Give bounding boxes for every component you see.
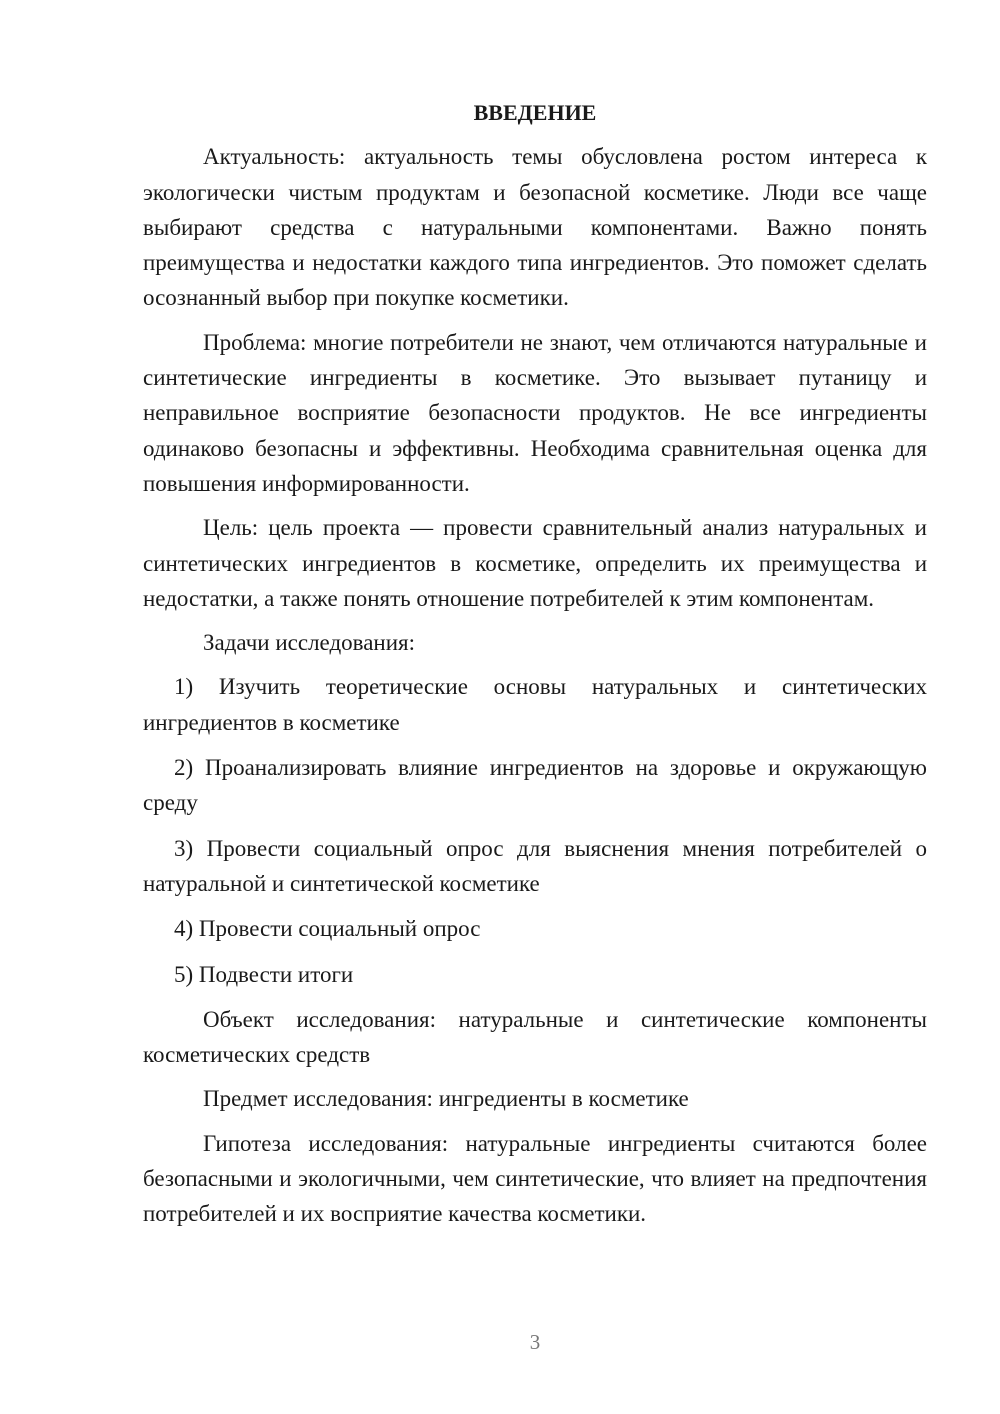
paragraph-problem: Проблема: многие потребители не знают, чем отличаются натуральные и синтетические ингредиенты в косметике. Это вызывает путаницу и неправильное восприятие безопасности продуктов. Не все ингредиенты одинаково безопасны и эффективны. Необходима сравнительная оценка для повышения информированности.: [143, 329, 927, 496]
section-title: ВВЕДЕНИЕ: [473, 100, 597, 125]
task-item-3: 3) Провести социальный опрос для выяснения мнения потребителей о натуральной и синтетической косметике: [143, 835, 927, 896]
paragraph-relevance: Актуальность: актуальность темы обусловлена ростом интереса к экологически чистым продуктам и безопасной косметике. Люди все чаще выбирают средства с натуральными компонентами. Важно понять преимущества и недостатки каждого типа ингредиентов. Это поможет сделать осознанный выбор при покупке косметики.: [143, 144, 927, 311]
page-body: [143, 95, 927, 1241]
paragraph-goal: Цель: цель проекта — провести сравнительный анализ натуральных и синтетических ингредиентов в косметике, определить их преимущества и недостатки, а также понять отношение потребителей к этим компонентам.: [143, 515, 927, 611]
task-item-1: 1) Изучить теоретические основы натуральных и синтетических ингредиентов в косметике: [143, 674, 927, 735]
paragraph-hypothesis: Гипотеза исследования: натуральные ингредиенты считаются более безопасными и экологичными, чем синтетические, что влияет на предпочтения потребителей и их восприятие качества косметики.: [143, 1130, 927, 1227]
task-item-2: 2) Проанализировать влияние ингредиентов на здоровье и окружающую среду: [143, 755, 927, 816]
page-number: 3: [529, 1330, 541, 1354]
task-item-5: 5) Подвести итоги: [174, 961, 354, 987]
paragraph-object: Объект исследования: натуральные и синтетические компоненты косметических средств: [143, 1006, 927, 1068]
task-item-4: 4) Провести социальный опрос: [174, 916, 481, 942]
paragraph-subject: Предмет исследования: ингредиенты в косметике: [203, 1086, 689, 1112]
paragraph-tasks-heading: Задачи исследования:: [203, 630, 416, 656]
